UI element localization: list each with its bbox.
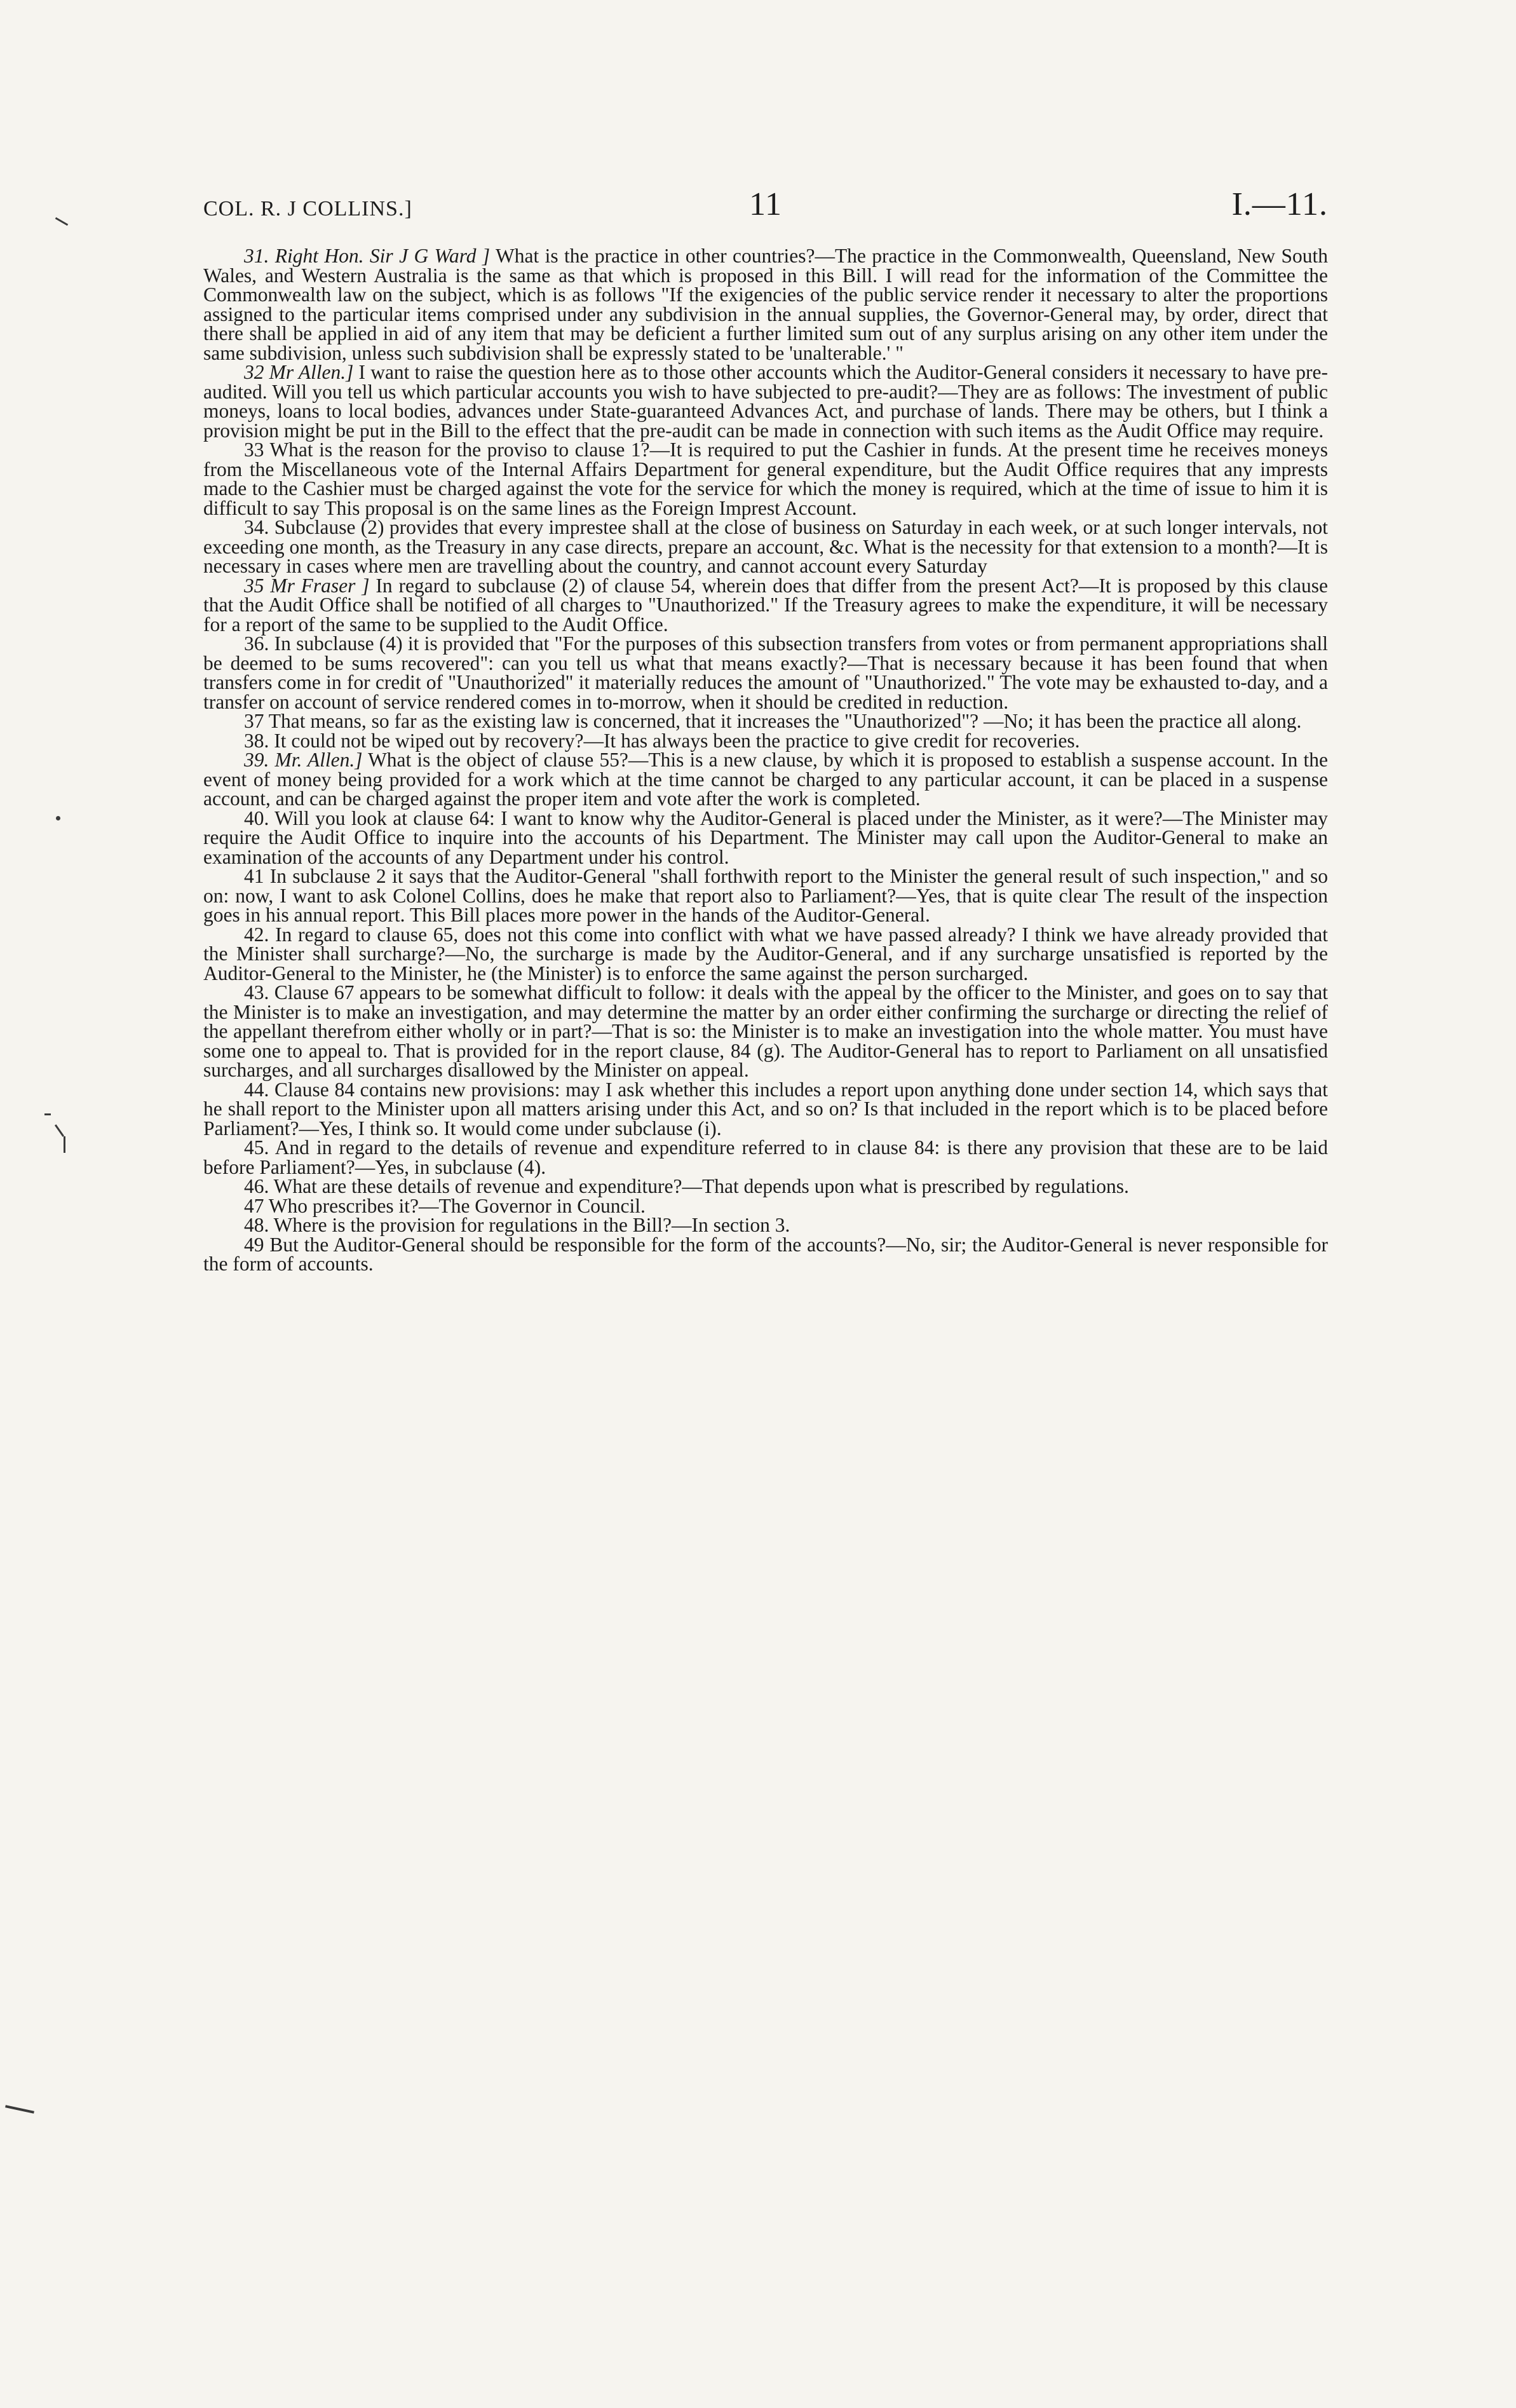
paragraph-text: 36. In subclause (4) it is provided that "For the purposes of this subsection transfers from votes or from permanent appropriations shall be deemed to be sums recovered": can you tell us what that means exactly?—That is necessary because it has been found that when transfers come in for credit of "Unauthorized" it materially reduces the amount of "Unauthorized." The vote may be exhausted to-day, and a transfer on account of service rendered comes in to-morrow, when it should be credited in reduction.: [203, 632, 1328, 713]
speaker-label: 31. Right Hon. Sir J G Ward ]: [244, 245, 491, 267]
document-page: [203, 0, 1328, 2408]
page-number: 11: [748, 186, 783, 222]
paragraph-text: What is the practice in other countries?—The practice in the Commonwealth, Queensland, New South Wales, and Western Australia is the same as that which is proposed in this Bill. I will read for the information of the Committee the Commonwealth law on the subject, which is as follows "If the exigencies of the public service render it necessary to alter the proportions assigned to the particular items comprised under any subdivision in the annual supplies, the Governor-General may, by order, direct that there shall be applied in aid of any item that may be deficient a further limited sum out of any surplus arising on any other item under the same subdivision, unless such subdivision shall be expressly stated to be 'unalterable.' ": [203, 245, 1329, 364]
paragraph-34: [203, 518, 1328, 576]
scan-mark: [5, 2105, 34, 2113]
paragraph-text: 47 Who prescribes it?—The Governor in Council.: [244, 1194, 646, 1217]
paragraph-text: 41 In subclause 2 it says that the Auditor-General "shall forthwith report to the Minister the general result of such inspection," and so on: now, I want to ask Colonel Collins, does he make that report also to Parliament?—Yes, that is quite clear The result of the inspection goes in his annual report. This Bill places more power in the hands of the Auditor-General.: [203, 865, 1328, 926]
document-body: [203, 247, 1328, 1274]
paragraph-46: [203, 1177, 1328, 1197]
paragraph-text: 40. Will you look at clause 64: I want to know why the Auditor-General is placed under the Minister, as it were?—The Minister may require the Audit Office to inquire into the accounts of his Department. The Minister may call upon the Auditor-General to make an examination of the accounts of any Department under his control.: [203, 806, 1328, 868]
paragraph-44: [203, 1080, 1328, 1139]
paragraph-text: 48. Where is the provision for regulations in the Bill?—In section 3.: [244, 1214, 790, 1236]
paragraph-text: 42. In regard to clause 65, does not this come into conflict with what we have passed already? I think we have already provided that the Minister shall surcharge?—No, the surcharge is made by the Auditor-General, and if any surcharge unsatisfied is reported by the Auditor-General to the Minister, he (the Minister) is to enforce the same against the person surcharged.: [203, 923, 1328, 984]
paragraph-32: [203, 363, 1328, 440]
paragraph-49: [203, 1235, 1328, 1274]
paragraph-36: [203, 634, 1328, 712]
paragraph-31: [203, 247, 1328, 363]
paragraph-45: [203, 1138, 1328, 1177]
paragraph-text: 37 That means, so far as the existing law is concerned, that it increases the "Unauthorized"? —No; it has been the practice all along.: [244, 710, 1302, 732]
paragraph-text: In regard to subclause (2) of clause 54, wherein does that differ from the present Act?—It is proposed by this clause that the Audit Office shall be notified of all charges to "Unauthorized." If the Treasury agrees to make the expenditure, it will be necessary for a report of the same to be supplied to the Audit Office.: [203, 574, 1328, 636]
scan-mark: [56, 816, 60, 820]
paragraph-text: 43. Clause 67 appears to be somewhat difficult to follow: it deals with the appeal by the officer to the Minister, and goes on to say that the Minister is to make an investigation, and may determine the matter by an order either confirming the surcharge or directing the relief of the appellant therefrom either wholly or in part?—That is so: the Minister is to make an investigation into the whole matter. You must have some one to appeal to. That is provided for in the report clause, 84 (g). The Auditor-General has to report to Parliament on all unsatisfied surcharges, and all surcharges disallowed by the Minister on appeal.: [203, 981, 1328, 1081]
paragraph-text: 49 But the Auditor-General should be responsible for the form of the accounts?—No, sir; the Auditor-General is never responsible for the form of accounts.: [203, 1233, 1328, 1275]
paragraph-text: What is the object of clause 55?—This is a new clause, by which it is proposed to establish a suspense account. In the event of money being provided for a work which at the time cannot be charged to any particular account, it can be placed in a suspense account, and can be charged against the proper item and vote after the work is completed.: [203, 749, 1328, 810]
paragraph-38: [203, 731, 1328, 751]
paragraph-43: [203, 983, 1328, 1080]
scan-mark: [55, 1124, 64, 1137]
speaker-label: 39. Mr. Allen.]: [244, 749, 363, 771]
page-header: [203, 186, 1328, 224]
paragraph-41: [203, 867, 1328, 925]
paragraph-text: 33 What is the reason for the proviso to clause 1?—It is required to put the Cashier in funds. At the present time he receives moneys from the Miscellaneous vote of the Internal Affairs Department for general expenditure, but the Audit Office requires that any imprests made to the Cashier must be charged against the vote for the service for which the money is required, which at the time of issue to him it is difficult to say This proposal is on the same lines as the Foreign Imprest Account.: [203, 439, 1328, 519]
paragraph-40: [203, 806, 1328, 868]
scan-mark: [55, 217, 69, 226]
paragraph-text: 44. Clause 84 contains new provisions: may I ask whether this includes a report upon anything done under section 14, which says that he shall report to the Minister upon all matters arising under this Act, and so on? Is that included in the report which is to be placed before Parliament?—Yes, I think so. It would come under subclause (i).: [203, 1078, 1328, 1139]
paragraph-text: 46. What are these details of revenue and expenditure?—That depends upon what is prescribed by regulations.: [244, 1175, 1129, 1197]
paragraph-33: [203, 440, 1328, 518]
paragraph-text: 45. And in regard to the details of revenue and expenditure referred to in clause 84: is there any provision that these are to be laid before Parliament?—Yes, in subclause (4).: [203, 1136, 1328, 1178]
paragraph-48: [203, 1216, 1328, 1235]
paragraph-42: [203, 925, 1328, 984]
paragraph-37: [203, 712, 1328, 731]
paragraph-text: 34. Subclause (2) provides that every imprestee shall at the close of business on Saturday in each week, or at such longer intervals, not exceeding one month, as the Treasury in any case directs, prepare an account, &c. What is the necessity for that extension to a month?—It is necessary in cases where men are travelling about the country, and cannot account every Saturday: [203, 516, 1328, 577]
paragraph-text: 38. It could not be wiped out by recovery?—It has always been the practice to give credit for recoveries.: [244, 729, 1080, 752]
paragraph-35: [203, 576, 1328, 635]
speaker-label: 35 Mr Fraser ]: [244, 574, 370, 597]
paragraph-47: [203, 1194, 1328, 1217]
scan-mark: [44, 1113, 51, 1115]
paragraph-text: I want to raise the question here as to those other accounts which the Auditor-General considers it necessary to have pre-audited. Will you tell us which particular accounts you wish to have subjected to pre-audit?—They are as follows: The investment of public moneys, loans to local bodies, advances under State-guaranteed Advances Act, and purchase of lands. There may be others, but I think a provision might be put in the Bill to the effect that the pre-audit can be made in connection with such items as the Audit Office may require.: [203, 361, 1328, 442]
running-head: COL. R. J COLLINS.]: [203, 197, 412, 221]
paper-reference: I.—11.: [1231, 186, 1328, 222]
speaker-label: 32 Mr Allen.]: [244, 361, 354, 383]
scan-mark: [64, 1136, 65, 1153]
paragraph-39: [203, 751, 1328, 809]
